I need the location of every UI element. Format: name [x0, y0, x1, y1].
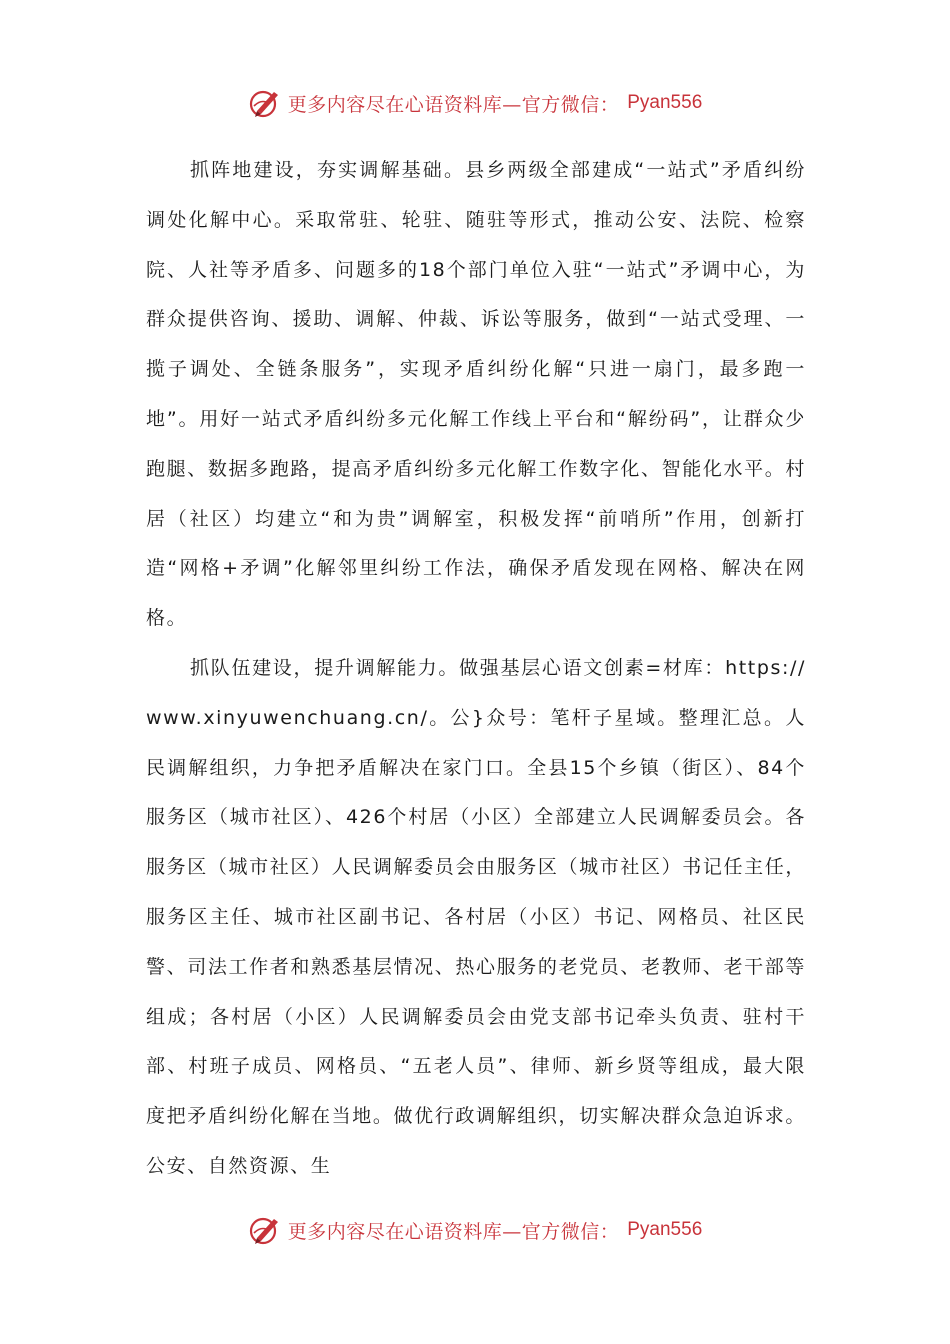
footer-banner	[0, 1210, 950, 1250]
header-banner-text: 更多内容尽在心语资料库—官方微信：	[287, 93, 620, 116]
footer-banner-text: 更多内容尽在心语资料库—官方微信：	[287, 1220, 620, 1243]
document-body	[146, 146, 806, 1192]
pen-logo-icon	[248, 86, 282, 120]
paragraph-2: 抓队伍建设，提升调解能力。做强基层心语文创素=材库：https://www.xinyuwenchuang.cn/。公}众号：笔杆子星域。整理汇总。人民调解组织，力争把矛盾解决在家门口。全县15个乡镇（街区）、84个服务区（城市社区）、426个村居（小区）全部建立人民调解委员会。各服务区（城市社区）人民调解委员会由服务区（城市社区）书记任主任，服务区主任、城市社区副书记、各村居（小区）书记、网格员、社区民警、司法工作者和熟悉基层情况、热心服务的老党员、老教师、老干部等组成；各村居（小区）人民调解委员会由党支部书记牵头负责、驻村干部、村班子成员、网格员、“五老人员”、律师、新乡贤等组成，最大限度把矛盾纠纷化解在当地。做优行政调解组织，切实解决群众急迫诉求。公安、自然资源、生	[146, 656, 806, 1177]
footer-banner-handle: Pyan556	[627, 1219, 703, 1240]
paragraph-1: 抓阵地建设，夯实调解基础。县乡两级全部建成“一站式”矛盾纠纷调处化解中心。采取常驻、轮驻、随驻等形式，推动公安、法院、检察院、人社等矛盾多、问题多的18个部门单位入驻“一站式”矛调中心，为群众提供咨询、援助、调解、仲裁、诉讼等服务，做到“一站式受理、一揽子调处、全链条服务”，实现矛盾纠纷化解“只进一扇门，最多跑一地”。用好一站式矛盾纠纷多元化解工作线上平台和“解纷码”，让群众少跑腿、数据多跑路，提高矛盾纠纷多元化解工作数字化、智能化水平。村居（社区）均建立“和为贵”调解室，积极发挥“前哨所”作用，创新打造“网格+矛调”化解邻里纠纷工作法，确保矛盾发现在网格、解决在网格。	[146, 159, 806, 630]
header-banner-handle: Pyan556	[627, 92, 703, 113]
header-banner	[0, 83, 950, 123]
pen-logo-icon	[248, 1213, 282, 1247]
